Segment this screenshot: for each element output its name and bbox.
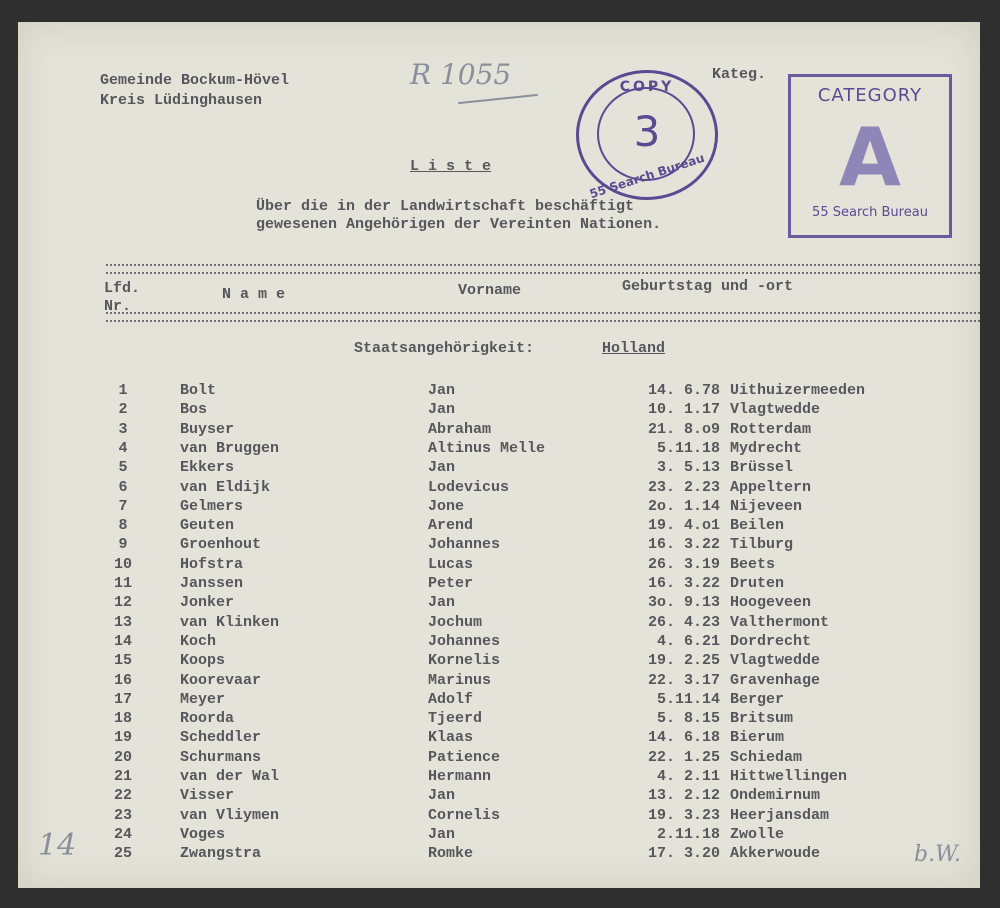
- row-birthdate: 19. 4.o1: [647, 517, 720, 535]
- row-birthdate: 4. 6.21: [656, 632, 720, 650]
- row-birthplace: Mydrecht: [730, 439, 803, 457]
- row-number: 3: [118, 420, 128, 438]
- row-vorname: Adolf: [428, 690, 474, 708]
- row-vorname: Lucas: [428, 555, 474, 573]
- row-birthplace: Vlagtwedde: [730, 401, 821, 419]
- row-birthdate: 3. 5.13: [656, 459, 720, 477]
- row-number: 10: [113, 555, 132, 573]
- row-birthplace: Zwolle: [730, 825, 785, 843]
- row-number: 18: [113, 710, 132, 728]
- row-name: Hofstra: [180, 555, 244, 573]
- row-birthdate: 5. 8.15: [656, 710, 720, 728]
- row-birthplace: Valthermont: [730, 613, 830, 631]
- list-row: [18, 479, 980, 498]
- row-number: 20: [113, 748, 132, 766]
- margin-note-left: 14: [38, 828, 77, 863]
- document-page: [18, 22, 980, 888]
- row-vorname: Jochum: [428, 613, 483, 631]
- row-birthplace: Dordrecht: [730, 632, 812, 650]
- row-birthdate: 4. 2.11: [656, 768, 720, 785]
- row-name: Koops: [180, 652, 226, 670]
- row-vorname: Hermann: [428, 768, 492, 785]
- row-vorname: Klaas: [428, 729, 474, 747]
- row-birthplace: Beets: [730, 555, 776, 573]
- list-row: [18, 845, 980, 864]
- list-row: [18, 768, 980, 787]
- row-name: van Klinken: [180, 613, 280, 631]
- list-row: [18, 459, 980, 478]
- separator-top: [106, 264, 980, 274]
- row-number: 23: [113, 806, 132, 824]
- row-birthplace: Schiedam: [730, 748, 803, 766]
- category-stamp-letter: A: [839, 111, 901, 204]
- row-number: 8: [118, 517, 128, 535]
- row-birthdate: 22. 3.17: [647, 671, 720, 689]
- row-vorname: Lodevicus: [428, 478, 510, 496]
- row-vorname: Cornelis: [428, 806, 501, 824]
- row-birthplace: Hoogeveen: [730, 594, 812, 612]
- row-birthdate: 16. 3.22: [647, 575, 720, 592]
- title-line-1: Über die in der Landwirtschaft beschäftigt: [256, 198, 635, 215]
- row-number: 11: [113, 575, 132, 592]
- row-number: 9: [118, 536, 128, 554]
- row-birthplace: Heerjansdam: [730, 806, 830, 824]
- row-vorname: Tjeerd: [428, 710, 483, 728]
- district: Kreis Lüdinghausen: [100, 92, 263, 109]
- category-stamp-bureau: 55 Search Bureau: [812, 205, 928, 220]
- row-birthdate: 16. 3.22: [647, 536, 720, 554]
- row-birthdate: 3o. 9.13: [647, 594, 720, 612]
- row-number: 4: [118, 439, 128, 457]
- row-number: 19: [113, 729, 132, 747]
- row-birthdate: 21. 8.o9: [647, 420, 720, 438]
- row-birthdate: 5.11.14: [656, 690, 720, 708]
- list-heading: L i s t e: [410, 158, 492, 175]
- row-name: Voges: [180, 825, 226, 843]
- row-birthplace: Britsum: [730, 710, 794, 728]
- category-label: Kateg.: [712, 66, 767, 83]
- row-name: Buyser: [180, 420, 235, 438]
- copy-stamp-label: COPY: [619, 79, 675, 95]
- row-name: Groenhout: [180, 536, 262, 554]
- list-row: [18, 440, 980, 459]
- column-vorname: Vorname: [458, 282, 522, 299]
- row-vorname: Abraham: [428, 420, 492, 438]
- file-ref-underline: [458, 94, 538, 104]
- list-row: [18, 826, 980, 845]
- row-birthdate: 2o. 1.14: [647, 497, 720, 515]
- row-birthdate: 26. 4.23: [647, 613, 720, 631]
- row-name: Zwangstra: [180, 845, 262, 863]
- row-birthplace: Hittwellingen: [730, 768, 848, 785]
- row-vorname: Jan: [428, 787, 456, 805]
- row-vorname: Marinus: [428, 671, 492, 689]
- row-vorname: Kornelis: [428, 652, 501, 670]
- nationality-value: Holland: [602, 340, 666, 357]
- list-row: [18, 787, 980, 806]
- row-number: 21: [113, 768, 132, 785]
- list-row: [18, 536, 980, 555]
- list-row: [18, 807, 980, 826]
- row-birthplace: Akkerwoude: [730, 845, 821, 863]
- row-number: 14: [113, 632, 132, 650]
- row-birthdate: 2.11.18: [656, 825, 720, 843]
- row-vorname: Jone: [428, 497, 465, 515]
- list-row: [18, 517, 980, 536]
- row-birthplace: Tilburg: [730, 536, 794, 554]
- row-name: van der Wal: [180, 768, 280, 785]
- list-row: [18, 633, 980, 652]
- file-reference: R 1055: [410, 58, 512, 91]
- row-name: Geuten: [180, 517, 235, 535]
- nationality-label: Staatsangehörigkeit:: [354, 340, 535, 357]
- list-row: [18, 749, 980, 768]
- row-vorname: Altinus Melle: [428, 439, 546, 457]
- row-birthplace: Vlagtwedde: [730, 652, 821, 670]
- list-row: [18, 614, 980, 633]
- row-number: 24: [113, 825, 132, 843]
- row-number: 16: [113, 671, 132, 689]
- row-vorname: Jan: [428, 401, 456, 419]
- row-number: 25: [113, 845, 132, 863]
- row-name: Gelmers: [180, 497, 244, 515]
- column-name: N a m e: [222, 286, 286, 303]
- column-geburt: Geburtstag und -ort: [622, 278, 794, 295]
- row-name: Visser: [180, 787, 235, 805]
- row-birthplace: Appeltern: [730, 478, 812, 496]
- list-row: [18, 421, 980, 440]
- row-birthplace: Bierum: [730, 729, 785, 747]
- row-name: Bolt: [180, 382, 217, 399]
- list-row: [18, 710, 980, 729]
- municipality: Gemeinde Bockum-Hövel: [100, 72, 290, 89]
- list-row: [18, 382, 980, 401]
- row-number: 22: [113, 787, 132, 805]
- row-number: 13: [113, 613, 132, 631]
- row-name: van Bruggen: [180, 439, 280, 457]
- list-row: [18, 556, 980, 575]
- row-birthdate: 5.11.18: [656, 439, 720, 457]
- row-vorname: Jan: [428, 382, 456, 399]
- row-vorname: Jan: [428, 825, 456, 843]
- row-name: Janssen: [180, 575, 244, 592]
- row-name: Scheddler: [180, 729, 262, 747]
- row-birthplace: Ondemirnum: [730, 787, 821, 805]
- row-number: 7: [118, 497, 128, 515]
- row-birthplace: Berger: [730, 690, 785, 708]
- row-birthdate: 14. 6.18: [647, 729, 720, 747]
- row-number: 17: [113, 690, 132, 708]
- copy-stamp-bureau: 55 Search Bureau: [587, 150, 707, 202]
- row-number: 1: [118, 382, 128, 399]
- row-birthplace: Gravenhage: [730, 671, 821, 689]
- row-birthdate: 22. 1.25: [647, 748, 720, 766]
- row-name: van Eldijk: [180, 478, 271, 496]
- row-name: Meyer: [180, 690, 226, 708]
- list-row: [18, 401, 980, 420]
- list-row: [18, 672, 980, 691]
- row-birthplace: Nijeveen: [730, 497, 803, 515]
- row-birthplace: Rotterdam: [730, 420, 812, 438]
- row-birthdate: 19. 3.23: [647, 806, 720, 824]
- row-birthdate: 17. 3.20: [647, 845, 720, 863]
- row-name: Roorda: [180, 710, 235, 728]
- row-number: 15: [113, 652, 132, 670]
- row-number: 5: [118, 459, 128, 477]
- row-vorname: Johannes: [428, 632, 501, 650]
- separator-bottom: [106, 312, 980, 322]
- column-nr: Lfd. Nr.: [104, 280, 141, 315]
- row-name: Koorevaar: [180, 671, 262, 689]
- row-birthdate: 10. 1.17: [647, 401, 720, 419]
- row-name: Ekkers: [180, 459, 235, 477]
- list-row: [18, 575, 980, 594]
- row-vorname: Johannes: [428, 536, 501, 554]
- row-vorname: Romke: [428, 845, 474, 863]
- row-birthplace: Uithuizermeeden: [730, 382, 866, 399]
- row-vorname: Peter: [428, 575, 474, 592]
- row-birthplace: Beilen: [730, 517, 785, 535]
- row-name: Schurmans: [180, 748, 262, 766]
- row-birthdate: 19. 2.25: [647, 652, 720, 670]
- list-row: [18, 594, 980, 613]
- row-birthdate: 13. 2.12: [647, 787, 720, 805]
- list-row: [18, 691, 980, 710]
- list-row: [18, 652, 980, 671]
- copy-stamp: [576, 70, 718, 200]
- row-birthdate: 26. 3.19: [647, 555, 720, 573]
- row-number: 2: [118, 401, 128, 419]
- row-vorname: Jan: [428, 459, 456, 477]
- row-birthplace: Druten: [730, 575, 785, 592]
- list-row: [18, 498, 980, 517]
- row-name: Bos: [180, 401, 208, 419]
- category-stamp-title: CATEGORY: [817, 85, 923, 106]
- row-name: van Vliymen: [180, 806, 280, 824]
- margin-note-right: b.W.: [914, 842, 961, 867]
- title-line-2: gewesenen Angehörigen der Vereinten Nationen.: [256, 216, 662, 233]
- row-vorname: Patience: [428, 748, 501, 766]
- copy-stamp-number: 3: [633, 107, 661, 156]
- row-number: 12: [113, 594, 132, 612]
- row-number: 6: [118, 478, 128, 496]
- row-name: Jonker: [180, 594, 235, 612]
- row-vorname: Arend: [428, 517, 474, 535]
- category-stamp: [788, 74, 952, 238]
- list-row: [18, 729, 980, 748]
- row-birthplace: Brüssel: [730, 459, 794, 477]
- row-birthdate: 14. 6.78: [647, 382, 720, 399]
- row-name: Koch: [180, 632, 217, 650]
- row-birthdate: 23. 2.23: [647, 478, 720, 496]
- row-vorname: Jan: [428, 594, 456, 612]
